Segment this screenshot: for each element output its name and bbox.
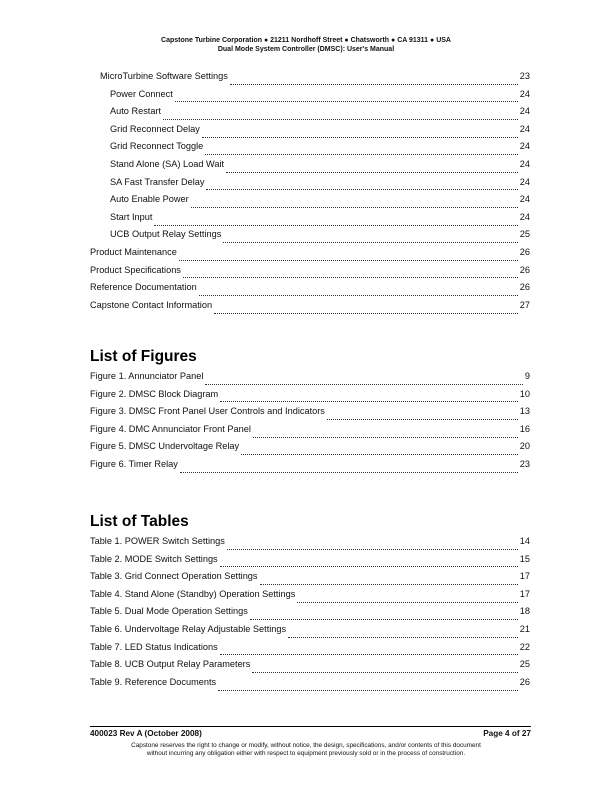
table-entry-title: Table 8. UCB Output Relay Parameters xyxy=(90,659,251,670)
figure-entry[interactable] xyxy=(90,424,530,442)
dot-leader xyxy=(220,559,518,567)
toc-entry-title: Reference Documentation xyxy=(90,282,197,293)
toc-entry-title: MicroTurbine Software Settings xyxy=(100,71,228,81)
table-entry[interactable] xyxy=(90,554,530,572)
figure-entry-page: 13 xyxy=(519,406,530,417)
toc-entry[interactable] xyxy=(90,89,530,107)
dot-leader xyxy=(175,94,518,102)
dot-leader xyxy=(252,665,517,673)
toc-entry[interactable] xyxy=(90,282,530,300)
table-entry[interactable] xyxy=(90,536,530,554)
table-entry-title: Table 6. Undervoltage Relay Adjustable Settings xyxy=(90,623,287,634)
toc-entry-title: Power Connect xyxy=(110,88,173,99)
toc-entry[interactable] xyxy=(90,194,530,212)
toc-entry[interactable] xyxy=(90,300,530,318)
toc-entry-title: Capstone Contact Information xyxy=(90,299,213,310)
page-header xyxy=(0,36,612,54)
dot-leader xyxy=(202,130,518,138)
table-entry-page: 14 xyxy=(519,536,530,546)
table-entry-title: Table 1. POWER Switch Settings xyxy=(90,536,225,546)
table-entry[interactable] xyxy=(90,606,530,624)
toc-entry-title: SA Fast Transfer Delay xyxy=(110,176,205,187)
table-entry-page: 18 xyxy=(519,606,530,617)
table-entry-page: 17 xyxy=(519,571,530,582)
table-entry-page: 22 xyxy=(519,641,530,652)
table-of-contents xyxy=(90,71,530,317)
dot-leader xyxy=(191,200,518,208)
toc-entry-title: Grid Reconnect Delay xyxy=(110,123,200,134)
toc-entry[interactable] xyxy=(90,212,530,230)
table-entry-page: 15 xyxy=(519,553,530,564)
toc-entry[interactable] xyxy=(90,159,530,177)
figure-entry-title: Figure 6. Timer Relay xyxy=(90,458,178,469)
toc-entry-page: 24 xyxy=(519,88,530,99)
dot-leader xyxy=(297,595,517,603)
dot-leader xyxy=(220,394,518,402)
toc-entry[interactable] xyxy=(90,247,530,265)
table-entry-title: Table 9. Reference Documents xyxy=(90,676,217,687)
figure-entry-title: Figure 5. DMSC Undervoltage Relay xyxy=(90,441,240,452)
table-entry-title: Table 7. LED Status Indications xyxy=(90,641,218,652)
disclaimer-line-1: Capstone reserves the right to change or modify, without notice, the design, specifications, and/or contents of this document xyxy=(131,742,481,749)
dot-leader xyxy=(260,577,518,585)
dot-leader xyxy=(163,112,518,120)
figure-entry-title: Figure 2. DMSC Block Diagram xyxy=(90,388,219,399)
dot-leader xyxy=(214,306,518,314)
toc-entry-page: 23 xyxy=(519,71,530,81)
figure-entry-page: 23 xyxy=(519,458,530,469)
dot-leader xyxy=(180,465,518,473)
list-of-tables xyxy=(90,536,530,694)
toc-entry-page: 24 xyxy=(519,158,530,169)
figure-entry[interactable] xyxy=(90,371,530,389)
dot-leader xyxy=(227,542,518,550)
table-entry-title: Table 2. MODE Switch Settings xyxy=(90,553,218,564)
toc-entry[interactable] xyxy=(90,141,530,159)
table-entry[interactable] xyxy=(90,677,530,695)
dot-leader xyxy=(288,630,518,638)
header-address: Capstone Turbine Corporation ● 21211 Nordhoff Street ● Chatsworth ● CA 91311 ● USA xyxy=(161,37,451,44)
toc-entry[interactable] xyxy=(90,106,530,124)
table-entry-title: Table 4. Stand Alone (Standby) Operation Settings xyxy=(90,588,296,599)
disclaimer-line-2: without incurring any obligation either with respect to equipment previously sold or in the process of construction. xyxy=(146,750,466,757)
table-entry[interactable] xyxy=(90,624,530,642)
dot-leader xyxy=(205,377,522,385)
toc-entry-page: 24 xyxy=(519,176,530,187)
toc-entry-page: 26 xyxy=(519,282,530,293)
table-entry[interactable] xyxy=(90,642,530,660)
list-of-figures xyxy=(90,371,530,477)
table-entry-title: Table 3. Grid Connect Operation Settings xyxy=(90,571,258,582)
toc-entry-page: 27 xyxy=(519,299,530,310)
figure-entry-page: 20 xyxy=(519,441,530,452)
dot-leader xyxy=(179,253,518,261)
table-entry[interactable] xyxy=(90,659,530,677)
dot-leader xyxy=(223,235,517,243)
figure-entry-title: Figure 3. DMSC Front Panel User Controls and Indicators xyxy=(90,406,325,417)
dot-leader xyxy=(230,77,518,85)
footer-doc-id: 400023 Rev A (October 2008) xyxy=(90,729,202,738)
toc-entry-page: 24 xyxy=(519,106,530,117)
dot-leader xyxy=(226,165,518,173)
list-of-tables-heading: List of Tables xyxy=(90,513,189,530)
toc-entry[interactable] xyxy=(90,177,530,195)
toc-entry-title: Grid Reconnect Toggle xyxy=(110,141,204,152)
toc-entry-title: Product Maintenance xyxy=(90,246,177,257)
footer-page-number: Page 4 of 27 xyxy=(483,729,531,738)
toc-entry-page: 24 xyxy=(519,141,530,152)
dot-leader xyxy=(183,270,518,278)
figure-entry-page: 16 xyxy=(519,423,530,434)
toc-entry-page: 25 xyxy=(519,229,530,240)
figure-entry-title: Figure 1. Annunciator Panel xyxy=(90,371,204,381)
figure-entry[interactable] xyxy=(90,441,530,459)
table-entry-title: Table 5. Dual Mode Operation Settings xyxy=(90,606,248,617)
toc-entry[interactable] xyxy=(90,71,530,89)
table-entry[interactable] xyxy=(90,571,530,589)
figure-entry[interactable] xyxy=(90,459,530,477)
dot-leader xyxy=(253,430,518,438)
figure-entry-title: Figure 4. DMC Annunciator Front Panel xyxy=(90,423,251,434)
toc-entry-page: 26 xyxy=(519,246,530,257)
toc-entry-page: 24 xyxy=(519,211,530,222)
footer-divider xyxy=(90,726,531,727)
toc-entry-title: Auto Restart xyxy=(110,106,162,117)
list-of-figures-heading: List of Figures xyxy=(90,348,197,365)
table-entry-page: 17 xyxy=(519,588,530,599)
table-entry-page: 21 xyxy=(519,623,530,634)
toc-entry-page: 26 xyxy=(519,264,530,275)
dot-leader xyxy=(220,647,518,655)
toc-entry-title: UCB Output Relay Settings xyxy=(110,229,222,240)
dot-leader xyxy=(327,412,518,420)
table-entry[interactable] xyxy=(90,589,530,607)
dot-leader xyxy=(199,288,518,296)
dot-leader xyxy=(205,147,517,155)
table-entry-page: 26 xyxy=(519,676,530,687)
figure-entry-page: 9 xyxy=(524,371,530,381)
dot-leader xyxy=(250,612,518,620)
toc-entry-page: 24 xyxy=(519,123,530,134)
figure-entry[interactable] xyxy=(90,389,530,407)
figure-entry-page: 10 xyxy=(519,388,530,399)
header-doc-title: Dual Mode System Controller (DMSC): User's Manual xyxy=(217,46,395,53)
toc-entry-title: Start Input xyxy=(110,211,153,222)
toc-entry-title: Auto Enable Power xyxy=(110,194,189,205)
footer-disclaimer xyxy=(0,742,612,758)
table-entry-page: 25 xyxy=(519,659,530,670)
toc-entry[interactable] xyxy=(90,265,530,283)
figure-entry[interactable] xyxy=(90,406,530,424)
toc-entry[interactable] xyxy=(90,124,530,142)
toc-entry-title: Product Specifications xyxy=(90,264,181,275)
dot-leader xyxy=(241,447,518,455)
toc-entry-title: Stand Alone (SA) Load Wait xyxy=(110,158,225,169)
dot-leader xyxy=(154,218,517,226)
toc-entry[interactable] xyxy=(90,229,530,247)
toc-entry-page: 24 xyxy=(519,194,530,205)
dot-leader xyxy=(206,182,517,190)
dot-leader xyxy=(218,683,518,691)
